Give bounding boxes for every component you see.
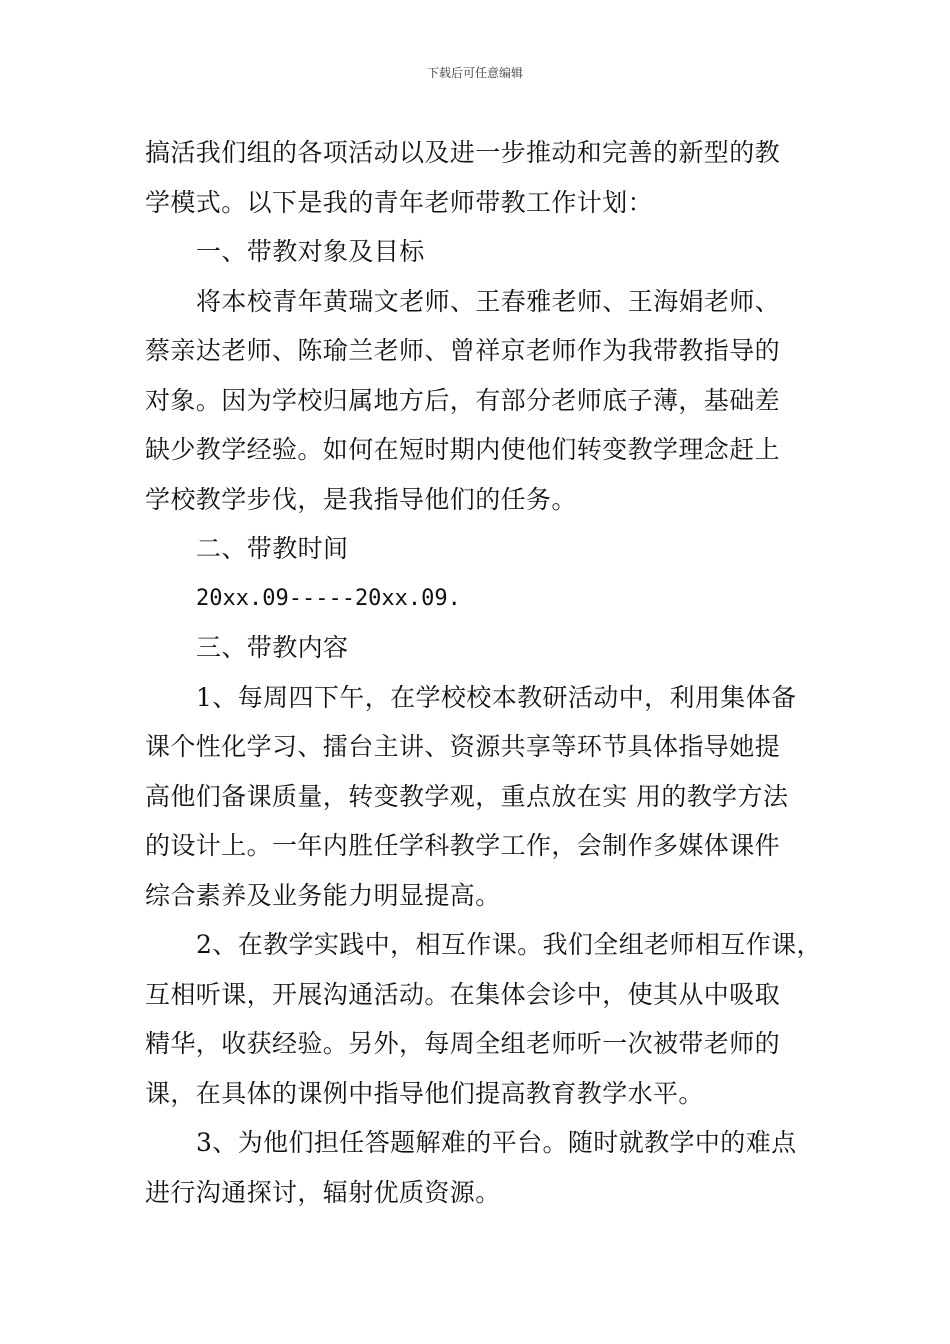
page-header: 下载后可任意编辑: [426, 66, 523, 80]
text-line: 精华，收获经验。另外，每周全组老师听一次被带老师的: [145, 1029, 781, 1058]
text-line: 高他们备课质量，转变教学观，重点放在实 用的教学方法: [145, 781, 789, 811]
text-line: 对象。因为学校归属地方后，有部分老师底子薄，基础差: [145, 385, 781, 415]
document-body: [145, 128, 825, 1217]
section-heading: 一、带教对象及目标: [196, 237, 425, 266]
text-line: 3、为他们担任答题解难的平台。随时就教学中的难点: [196, 1128, 797, 1157]
text-line: 的设计上。一年内胜任学科教学工作，会制作多媒体课件: [145, 831, 781, 860]
text-line: 1、每周四下午，在学校校本教研活动中，利用集体备: [196, 682, 797, 712]
text-line: 学校教学步伐，是我指导他们的任务。: [145, 484, 577, 514]
date-range: 20xx.09-----20xx.09.: [196, 585, 461, 611]
text-line: 搞活我们组的各项活动以及进一步推动和完善的新型的教: [145, 138, 781, 167]
text-line: 蔡亲达老师、陈瑜兰老师、曾祥京老师作为我带教指导的: [145, 336, 781, 365]
text-line: 互相听课，开展沟通活动。在集体会诊中，使其从中吸取: [145, 979, 781, 1009]
text-line: 2、在教学实践中，相互作课。我们全组老师相互作课，: [196, 930, 822, 959]
text-line: 课，在具体的课例中指导他们提高教育教学水平。: [145, 1078, 704, 1108]
section-heading: 三、带教内容: [196, 633, 349, 662]
text-line: 课个性化学习、擂台主讲、资源共享等环节具体指导她提: [145, 732, 781, 761]
text-line: 综合素养及业务能力明显提高。: [145, 880, 501, 910]
text-line: 学模式。以下是我的青年老师带教工作计划：: [145, 187, 654, 217]
text-line: 进行沟通探讨，辐射优质资源。: [145, 1177, 501, 1207]
text-line: 缺少教学经验。如何在短时期内使他们转变教学理念赶上: [145, 435, 781, 464]
text-line: 将本校青年黄瑞文老师、王春雅老师、王海娟老师、: [196, 286, 781, 316]
section-heading: 二、带教时间: [196, 534, 349, 563]
